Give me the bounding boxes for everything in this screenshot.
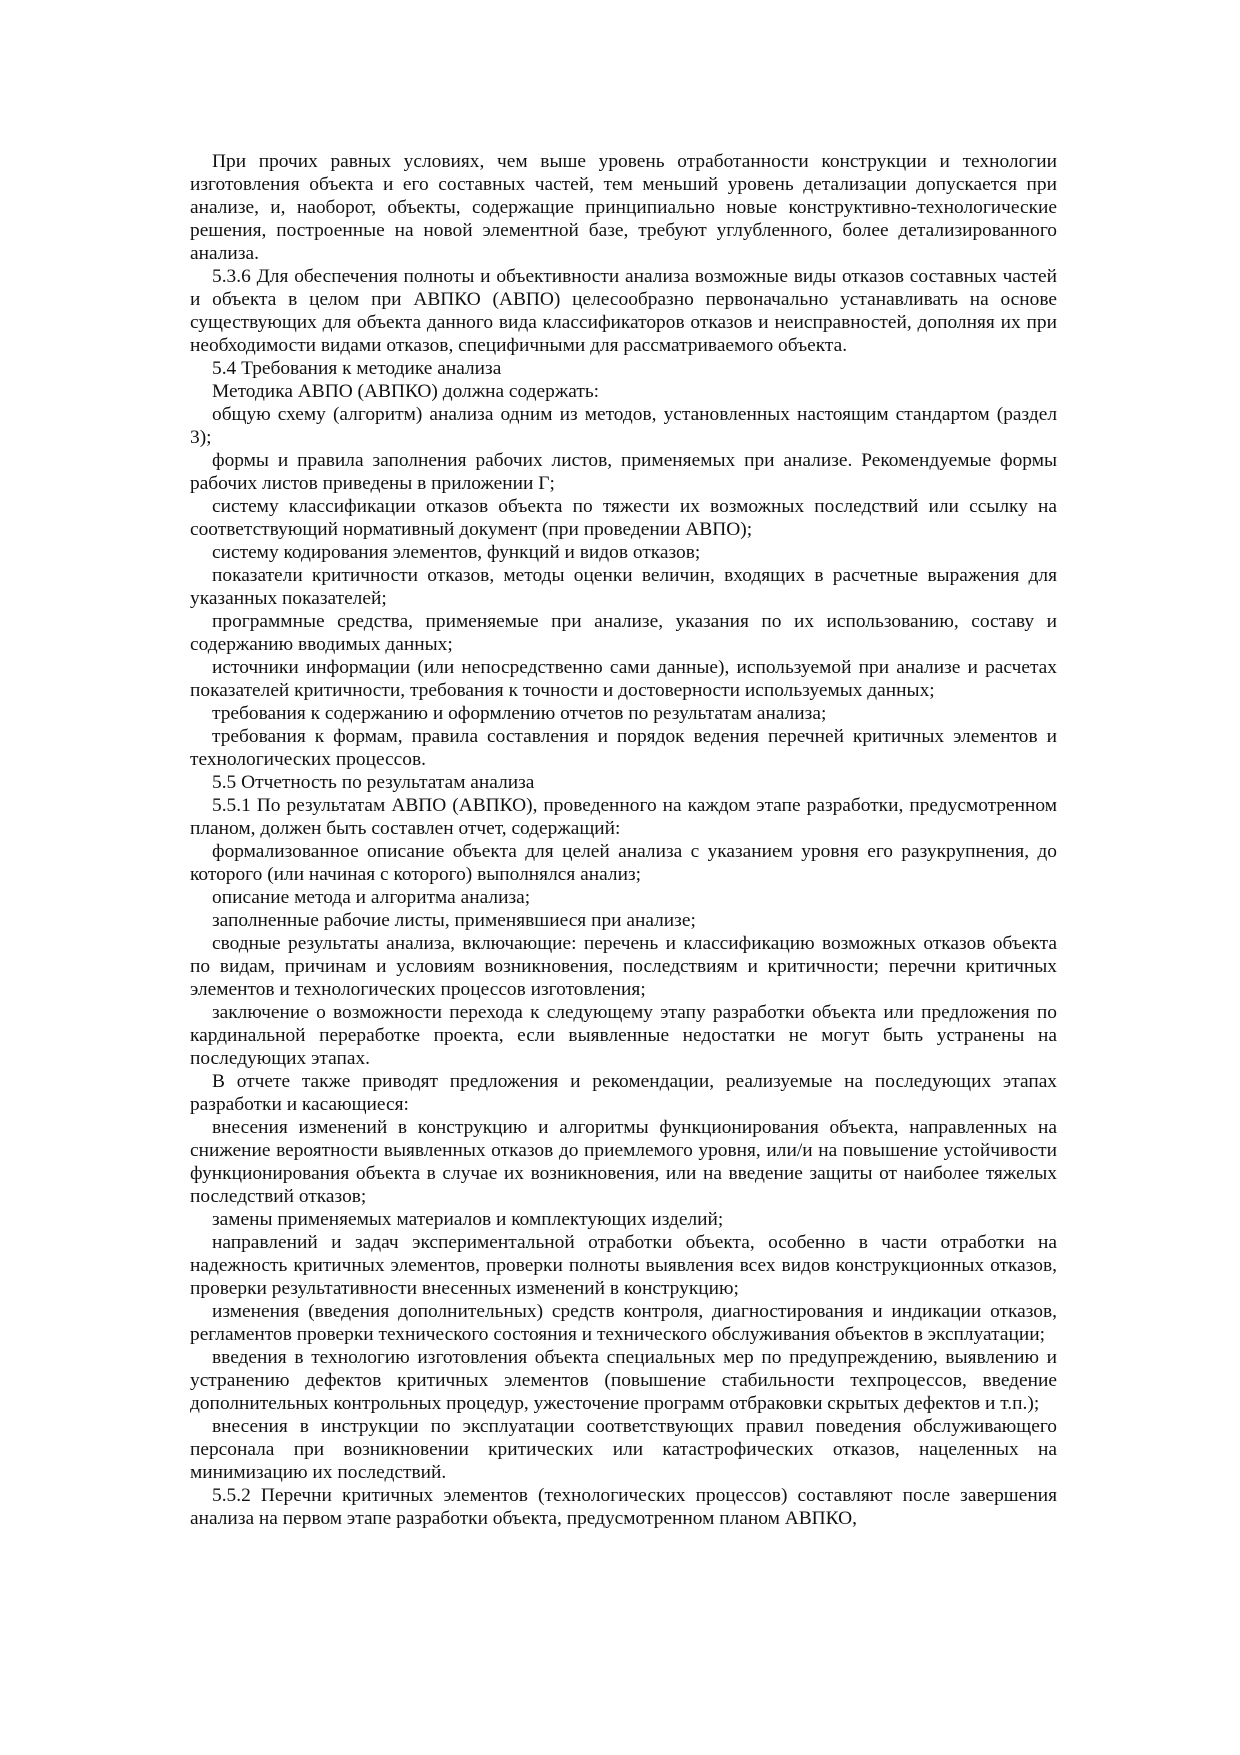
list-item: описание метода и алгоритма анализа; bbox=[212, 887, 531, 908]
list-item: систему кодирования элементов, функций и видов отказов; bbox=[212, 542, 701, 563]
list-item: программные средства, применяемые при анализе, указания по их использованию, составу и содержанию вводимых данных; bbox=[190, 611, 1057, 655]
list-item: формализованное описание объекта для целей анализа с указанием уровня его разукрупнения, до которого (или начиная с которого) выполнялся анализ; bbox=[190, 841, 1057, 885]
paragraph: 5.3.6 Для обеспечения полноты и объективности анализа возможные виды отказов составных частей и объекта в целом при АВПКО (АВПО) целесообразно первоначально устанавливать на основе существующих для объекта данного вида классификаторов отказов и неисправностей, дополняя их при необходимости видами отказов, специфичными для рассматриваемого объекта. bbox=[190, 266, 1057, 356]
paragraph: 5.5.2 Перечни критичных элементов (технологических процессов) составляют после завершения анализа на первом этапе разработки объекта, предусмотренном планом АВПКО, bbox=[190, 1485, 1057, 1529]
list-item: замены применяемых материалов и комплектующих изделий; bbox=[212, 1209, 724, 1230]
list-item: внесения в инструкции по эксплуатации соответствующих правил поведения обслуживающего персонала при возникновении критических или катастрофических отказов, нацеленных на минимизацию их последствий. bbox=[190, 1416, 1057, 1483]
paragraph: 5.5.1 По результатам АВПО (АВПКО), проведенного на каждом этапе разработки, предусмотренном планом, должен быть составлен отчет, содержащий: bbox=[190, 795, 1057, 839]
list-item: формы и правила заполнения рабочих листов, применяемых при анализе. Рекомендуемые формы рабочих листов приведены в приложении Г; bbox=[190, 450, 1057, 494]
list-item: общую схему (алгоритм) анализа одним из методов, установленных настоящим стандартом (раздел 3); bbox=[190, 404, 1057, 448]
list-item: направлений и задач экспериментальной отработки объекта, особенно в части отработки на надежность критичных элементов, проверки полноты выявления всех видов конструкционных отказов, проверки результативности внесенных изменений в конструкцию; bbox=[190, 1232, 1057, 1299]
section-heading: 5.4 Требования к методике анализа bbox=[212, 358, 502, 379]
paragraph: Методика АВПО (АВПКО) должна содержать: bbox=[212, 381, 600, 402]
list-item: источники информации (или непосредственно сами данные), используемой при анализе и расчетах показателей критичности, требования к точности и достоверности используемых данных; bbox=[190, 657, 1057, 701]
list-item: заключение о возможности перехода к следующему этапу разработки объекта или предложения по кардинальной переработке проекта, если выявленные недостатки не могут быть устранены на последующих этапах. bbox=[190, 1002, 1057, 1069]
list-item: требования к содержанию и оформлению отчетов по результатам анализа; bbox=[212, 703, 827, 724]
document-page bbox=[190, 150, 1057, 1530]
list-item: введения в технологию изготовления объекта специальных мер по предупреждению, выявлению и устранению дефектов критичных элементов (повышение стабильности техпроцессов, введение дополнительных контрольных процедур, ужесточение программ отбраковки скрытых дефектов и т.п.); bbox=[190, 1347, 1057, 1414]
list-item: внесения изменений в конструкцию и алгоритмы функционирования объекта, направленных на снижение вероятности выявленных отказов до приемлемого уровня, или/и на повышение устойчивости функционирования объекта в случае их возникновения, или на введение защиты от наиболее тяжелых последствий отказов; bbox=[190, 1117, 1057, 1207]
list-item: заполненные рабочие листы, применявшиеся при анализе; bbox=[212, 910, 696, 931]
section-heading: 5.5 Отчетность по результатам анализа bbox=[212, 772, 535, 793]
list-item: изменения (введения дополнительных) средств контроля, диагностирования и индикации отказов, регламентов проверки технического состояния и технического обслуживания объектов в эксплуатации; bbox=[190, 1301, 1057, 1345]
list-item: систему классификации отказов объекта по тяжести их возможных последствий или ссылку на соответствующий нормативный документ (при проведении АВПО); bbox=[190, 496, 1057, 540]
list-item: показатели критичности отказов, методы оценки величин, входящих в расчетные выражения для указанных показателей; bbox=[190, 565, 1057, 609]
paragraph: При прочих равных условиях, чем выше уровень отработанности конструкции и технологии изготовления объекта и его составных частей, тем меньший уровень детализации допускается при анализе, и, наоборот, объекты, содержащие принципиально новые конструктивно-технологические решения, построенные на новой элементной базе, требуют углубленного, более детализированного анализа. bbox=[190, 151, 1057, 264]
list-item: требования к формам, правила составления и порядок ведения перечней критичных элементов и технологических процессов. bbox=[190, 726, 1057, 770]
paragraph: В отчете также приводят предложения и рекомендации, реализуемые на последующих этапах разработки и касающиеся: bbox=[190, 1071, 1057, 1115]
list-item: сводные результаты анализа, включающие: перечень и классификацию возможных отказов объекта по видам, причинам и условиям возникновения, последствиям и критичности; перечни критичных элементов и технологических процессов изготовления; bbox=[190, 933, 1057, 1000]
